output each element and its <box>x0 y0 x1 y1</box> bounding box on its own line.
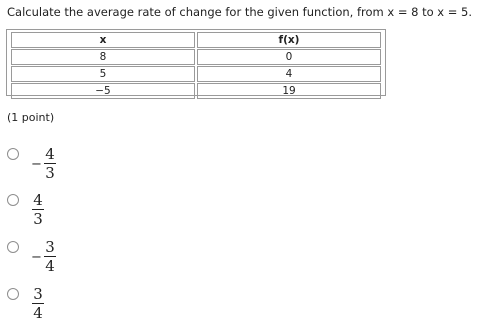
radio-button[interactable] <box>7 241 19 253</box>
radio-button[interactable] <box>7 288 19 300</box>
numerator: 3 <box>33 285 43 303</box>
header-fx: f(x) <box>197 32 381 48</box>
table-header-row <box>11 32 381 48</box>
minus-sign: − <box>31 157 42 172</box>
cell-x: −5 <box>11 83 195 99</box>
function-table-frame <box>6 29 386 96</box>
fraction <box>32 191 44 228</box>
denominator: 4 <box>45 257 55 275</box>
table-row <box>11 83 381 99</box>
numerator: 4 <box>45 145 55 163</box>
cell-x: 5 <box>11 66 195 82</box>
fraction <box>44 145 56 182</box>
fraction <box>44 238 56 275</box>
cell-fx: 4 <box>197 66 381 82</box>
points-label: (1 point) <box>7 111 55 124</box>
header-x: x <box>11 32 195 48</box>
fraction <box>32 285 44 322</box>
radio-button[interactable] <box>7 194 19 206</box>
question-text: Calculate the average rate of change for the given function, from x = 8 to x = 5. <box>7 5 473 19</box>
cell-x: 8 <box>11 49 195 65</box>
denominator: 4 <box>33 304 43 322</box>
function-table <box>9 31 383 100</box>
denominator: 3 <box>33 210 43 228</box>
numerator: 4 <box>33 191 43 209</box>
cell-fx: 0 <box>197 49 381 65</box>
table-row <box>11 49 381 65</box>
denominator: 3 <box>45 164 55 182</box>
table-row <box>11 66 381 82</box>
numerator: 3 <box>45 238 55 256</box>
minus-sign: − <box>31 250 42 265</box>
radio-button[interactable] <box>7 148 19 160</box>
cell-fx: 19 <box>197 83 381 99</box>
